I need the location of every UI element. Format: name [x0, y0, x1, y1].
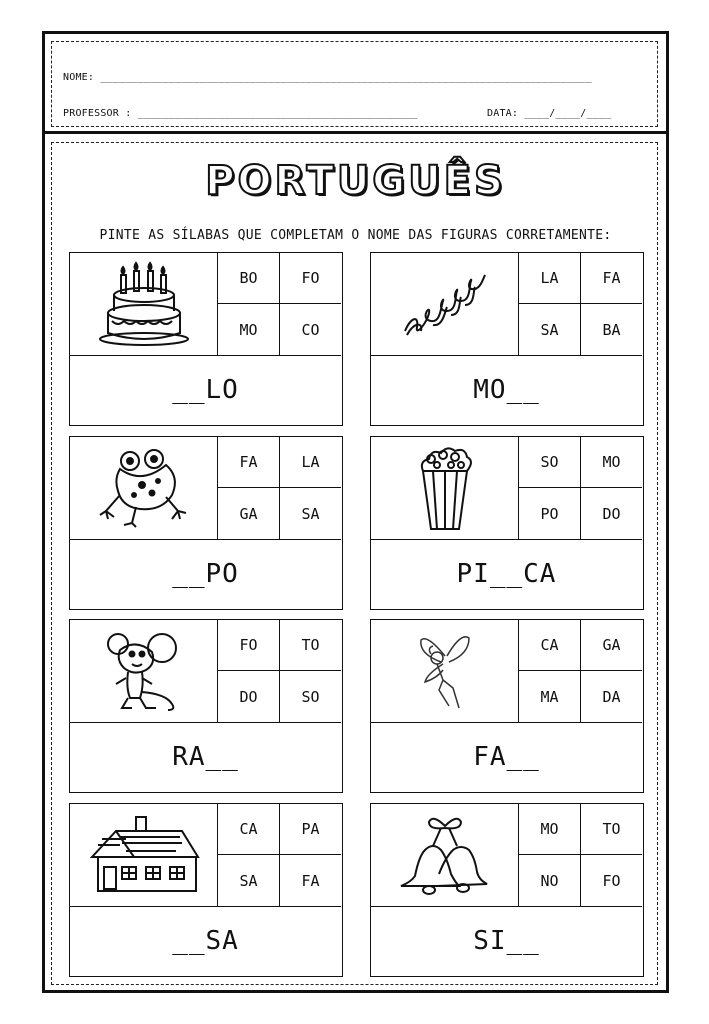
house-icon [70, 804, 218, 907]
syllable-option[interactable]: LA [280, 437, 341, 488]
incomplete-word: RA__ [172, 742, 239, 772]
exercise-card-3 [69, 436, 343, 610]
bells-icon [371, 804, 519, 907]
incomplete-word: PI__CA [456, 559, 557, 589]
mouse-icon [70, 620, 218, 723]
syllable-option[interactable]: DO [218, 671, 280, 723]
exercise-card-4 [370, 436, 644, 610]
syllable-option[interactable]: SA [280, 488, 341, 540]
syllable-option[interactable]: GA [218, 488, 280, 540]
syllable-option[interactable]: DA [581, 671, 642, 723]
syllable-option[interactable]: PO [519, 488, 581, 540]
name-field[interactable]: NOME: _______________________________________________________________________________ [63, 72, 592, 83]
syllable-option[interactable]: FA [280, 855, 341, 907]
exercise-card-7 [69, 803, 343, 977]
cake-icon [70, 253, 218, 356]
page-title: PORTUGUÊS [205, 158, 506, 204]
worksheet [42, 31, 669, 993]
syllable-option[interactable]: BO [218, 253, 280, 304]
spring-icon [371, 253, 519, 356]
syllable-option[interactable]: MO [519, 804, 581, 855]
syllable-option[interactable]: SA [519, 304, 581, 356]
fairy-icon [371, 620, 519, 723]
syllable-option[interactable]: GA [581, 620, 642, 671]
syllable-option[interactable]: CA [218, 804, 280, 855]
instruction-text: PINTE AS SÍLABAS QUE COMPLETAM O NOME DAS FIGURAS CORRETAMENTE: [99, 228, 612, 243]
incomplete-word: __PO [172, 559, 239, 589]
syllable-option[interactable]: FA [581, 253, 642, 304]
syllable-option[interactable]: DO [581, 488, 642, 540]
popcorn-icon [371, 437, 519, 540]
syllable-option[interactable]: TO [581, 804, 642, 855]
student-info-header [45, 34, 666, 134]
exercise-card-2 [370, 252, 644, 426]
syllable-option[interactable]: SO [280, 671, 341, 723]
syllable-option[interactable]: LA [519, 253, 581, 304]
incomplete-word: FA__ [473, 742, 540, 772]
professor-field[interactable]: PROFESSOR : _____________________________________________ [63, 108, 418, 119]
incomplete-word: __LO [172, 375, 239, 405]
syllable-option[interactable]: BA [581, 304, 642, 356]
incomplete-word: SI__ [473, 926, 540, 956]
syllable-option[interactable]: MA [519, 671, 581, 723]
syllable-option[interactable]: PA [280, 804, 341, 855]
incomplete-word: MO__ [473, 375, 540, 405]
syllable-option[interactable]: MO [218, 304, 280, 356]
date-field[interactable]: DATA: ____/____/____ [487, 108, 612, 119]
syllable-option[interactable]: FO [218, 620, 280, 671]
frog-icon [70, 437, 218, 540]
exercise-card-5 [69, 619, 343, 793]
incomplete-word: __SA [172, 926, 239, 956]
syllable-option[interactable]: FA [218, 437, 280, 488]
syllable-option[interactable]: NO [519, 855, 581, 907]
exercise-card-6 [370, 619, 644, 793]
syllable-option[interactable]: SA [218, 855, 280, 907]
syllable-option[interactable]: TO [280, 620, 341, 671]
exercise-card-1 [69, 252, 343, 426]
syllable-option[interactable]: SO [519, 437, 581, 488]
syllable-option[interactable]: FO [280, 253, 341, 304]
syllable-option[interactable]: CO [280, 304, 341, 356]
exercise-card-8 [370, 803, 644, 977]
syllable-option[interactable]: CA [519, 620, 581, 671]
syllable-option[interactable]: FO [581, 855, 642, 907]
syllable-option[interactable]: MO [581, 437, 642, 488]
